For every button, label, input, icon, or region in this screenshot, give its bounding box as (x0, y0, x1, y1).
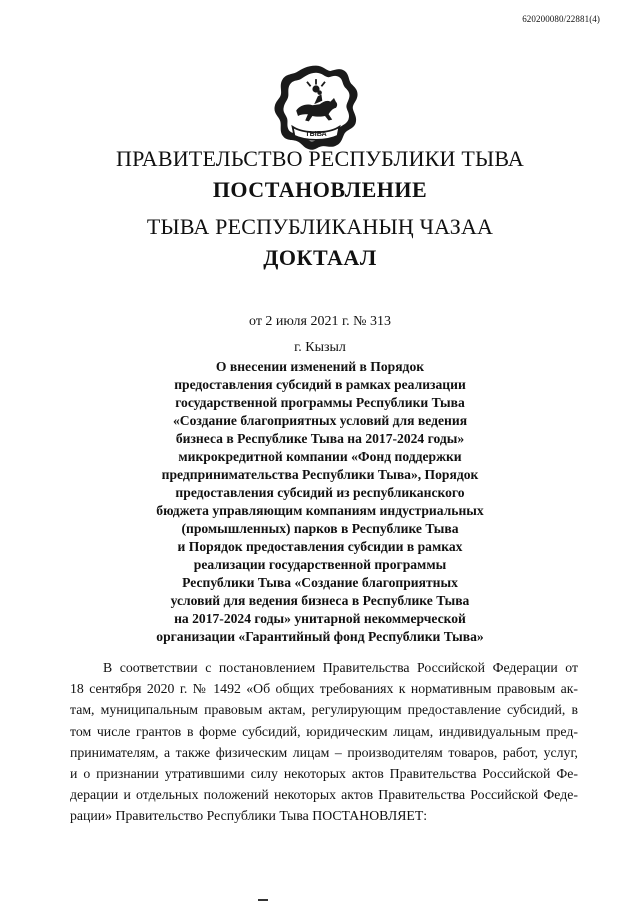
title-line: условий для ведения бизнеса в Республике Тыва (170, 593, 470, 608)
title-line: на 2017-2024 годы» унитарной некоммерческой (174, 611, 466, 626)
preamble-line: В соответствии с постановлением Правительства Российской Федерации от (103, 660, 578, 675)
title-line: Республики Тыва «Создание благоприятных (182, 575, 458, 590)
preamble-line: 18 сентября 2020 г. № 1492 «Об общих требованиях к нормативным правовым ак- (70, 681, 578, 697)
title-line: предоставления субсидий из республиканского (175, 485, 465, 500)
title-line: государственной программы Республики Тыва (175, 395, 465, 410)
document-number: 620200080/22881(4) (522, 14, 600, 24)
title-line: бизнеса в Республике Тыва на 2017-2024 годы» (175, 431, 465, 446)
title-line: предоставления субсидий в рамках реализации (174, 377, 466, 392)
preamble-line: принимателям, а также физическим лицам – производителям товаров, работ, услуг, (70, 744, 578, 760)
resolution-title-ru: ПОСТАНОВЛЕНИЕ (212, 177, 428, 202)
preamble-line: и о признании утратившими силу некоторых актов Правительства Российской Фе- (70, 766, 578, 782)
title-line: (промышленных) парков в Республике Тыва (181, 521, 459, 536)
document-date-number: от 2 июля 2021 г. № 313 (249, 314, 391, 329)
svg-text:ТЫВА: ТЫВА (305, 128, 327, 138)
title-line: бюджета управляющим компаниям индустриальных (156, 503, 484, 518)
preamble-line: том числе грантов в форме субсидий, юридическим лицам, индивидуальным пред- (70, 723, 578, 739)
preamble-line: рации» Правительство Республики Тыва ПОСТАНОВЛЯЕТ: (70, 808, 428, 824)
title-line: организации «Гарантийный фонд Республики Тыва» (156, 629, 484, 644)
title-line: микрокредитной компании «Фонд поддержки (178, 449, 462, 464)
title-line: реализации государственной программы (193, 557, 447, 572)
preamble-paragraph (70, 657, 578, 827)
title-line: предпринимательства Республики Тыва», Порядок (161, 467, 479, 482)
title-line: и Порядок предоставления субсидии в рамках (177, 539, 463, 554)
resolution-title-tyv: ДОКТААЛ (263, 245, 377, 270)
document-title (130, 358, 510, 646)
government-title-ru: ПРАВИТЕЛЬСТВО РЕСПУБЛИКИ ТЫВА (116, 146, 524, 171)
preamble-line: там, муниципальным правовым актам, регулирующим предоставление субсидий, в (70, 702, 578, 718)
tyva-coat-of-arms-icon (271, 62, 361, 152)
title-line: «Создание благоприятных условий для ведения (172, 413, 468, 428)
document-city: г. Кызыл (294, 340, 346, 355)
government-title-tyv: ТЫВА РЕСПУБЛИКАНЫҢ ЧАЗАА (146, 214, 494, 239)
scan-artifact (258, 899, 268, 901)
preamble-line: дерации и отдельных положений некоторых актов Правительства Российской Феде- (70, 787, 578, 803)
title-line: О внесении изменений в Порядок (215, 359, 425, 374)
